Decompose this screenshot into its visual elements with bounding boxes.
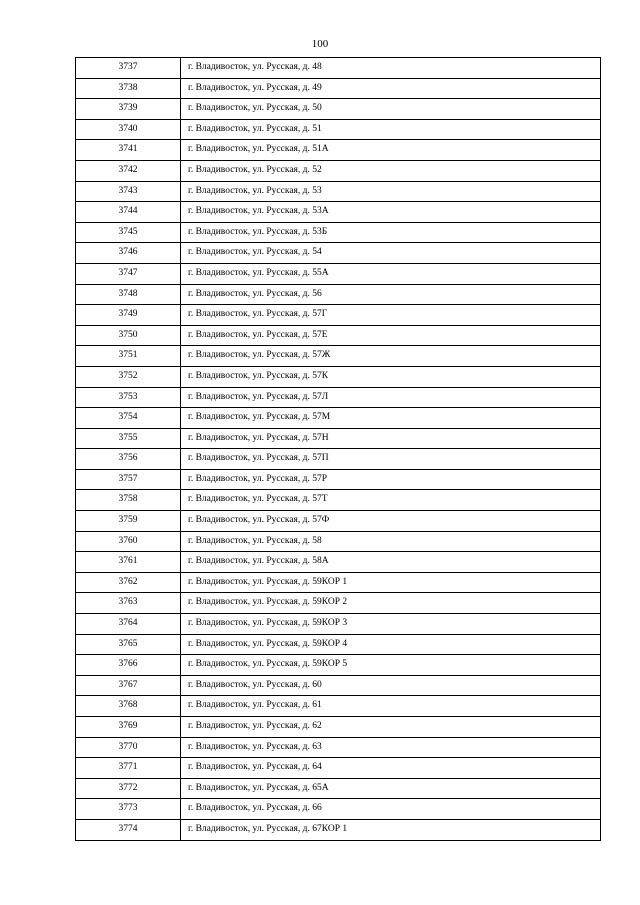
row-address: г. Владивосток, ул. Русская, д. 67КОР 1 xyxy=(181,819,601,840)
row-number: 3752 xyxy=(76,366,181,387)
row-number: 3764 xyxy=(76,614,181,635)
row-number: 3751 xyxy=(76,346,181,367)
row-address: г. Владивосток, ул. Русская, д. 60 xyxy=(181,675,601,696)
row-address: г. Владивосток, ул. Русская, д. 61 xyxy=(181,696,601,717)
row-number: 3740 xyxy=(76,119,181,140)
table-row xyxy=(76,737,601,758)
row-number: 3756 xyxy=(76,449,181,470)
row-number: 3772 xyxy=(76,778,181,799)
row-number: 3757 xyxy=(76,469,181,490)
row-number: 3774 xyxy=(76,819,181,840)
table-row xyxy=(76,490,601,511)
table-row xyxy=(76,552,601,573)
row-address: г. Владивосток, ул. Русская, д. 57Ф xyxy=(181,511,601,532)
row-number: 3763 xyxy=(76,593,181,614)
row-number: 3747 xyxy=(76,263,181,284)
table-row xyxy=(76,593,601,614)
row-number: 3761 xyxy=(76,552,181,573)
row-number: 3753 xyxy=(76,387,181,408)
table-row xyxy=(76,58,601,79)
table-row xyxy=(76,799,601,820)
row-address: г. Владивосток, ул. Русская, д. 57Т xyxy=(181,490,601,511)
table-row xyxy=(76,819,601,840)
address-table xyxy=(75,57,601,841)
row-address: г. Владивосток, ул. Русская, д. 57П xyxy=(181,449,601,470)
row-number: 3749 xyxy=(76,305,181,326)
table-row xyxy=(76,758,601,779)
table-row xyxy=(76,284,601,305)
row-number: 3738 xyxy=(76,78,181,99)
row-address: г. Владивосток, ул. Русская, д. 54 xyxy=(181,243,601,264)
row-address: г. Владивосток, ул. Русская, д. 55А xyxy=(181,263,601,284)
row-number: 3771 xyxy=(76,758,181,779)
row-number: 3750 xyxy=(76,325,181,346)
row-address: г. Владивосток, ул. Русская, д. 58 xyxy=(181,531,601,552)
table-row xyxy=(76,263,601,284)
row-number: 3743 xyxy=(76,181,181,202)
row-address: г. Владивосток, ул. Русская, д. 51 xyxy=(181,119,601,140)
table-row xyxy=(76,449,601,470)
row-address: г. Владивосток, ул. Русская, д. 57Е xyxy=(181,325,601,346)
row-address: г. Владивосток, ул. Русская, д. 57Г xyxy=(181,305,601,326)
table-row xyxy=(76,160,601,181)
row-number: 3762 xyxy=(76,572,181,593)
page-number: 100 xyxy=(311,38,329,50)
table-row xyxy=(76,202,601,223)
row-number: 3765 xyxy=(76,634,181,655)
row-address: г. Владивосток, ул. Русская, д. 48 xyxy=(181,58,601,79)
row-address: г. Владивосток, ул. Русская, д. 57Р xyxy=(181,469,601,490)
table-row xyxy=(76,572,601,593)
row-number: 3741 xyxy=(76,140,181,161)
row-number: 3768 xyxy=(76,696,181,717)
table-row xyxy=(76,675,601,696)
row-address: г. Владивосток, ул. Русская, д. 57К xyxy=(181,366,601,387)
row-address: г. Владивосток, ул. Русская, д. 57Ж xyxy=(181,346,601,367)
row-address: г. Владивосток, ул. Русская, д. 62 xyxy=(181,717,601,738)
table-row xyxy=(76,655,601,676)
row-address: г. Владивосток, ул. Русская, д. 59КОР 4 xyxy=(181,634,601,655)
row-address: г. Владивосток, ул. Русская, д. 57Н xyxy=(181,428,601,449)
row-address: г. Владивосток, ул. Русская, д. 58А xyxy=(181,552,601,573)
table-row xyxy=(76,408,601,429)
row-address: г. Владивосток, ул. Русская, д. 56 xyxy=(181,284,601,305)
table-row xyxy=(76,325,601,346)
row-number: 3759 xyxy=(76,511,181,532)
row-number: 3755 xyxy=(76,428,181,449)
row-address: г. Владивосток, ул. Русская, д. 59КОР 2 xyxy=(181,593,601,614)
table-row xyxy=(76,119,601,140)
table-row xyxy=(76,305,601,326)
table-row xyxy=(76,243,601,264)
row-number: 3769 xyxy=(76,717,181,738)
row-number: 3758 xyxy=(76,490,181,511)
table-row xyxy=(76,531,601,552)
table-row xyxy=(76,78,601,99)
row-number: 3773 xyxy=(76,799,181,820)
row-address: г. Владивосток, ул. Русская, д. 64 xyxy=(181,758,601,779)
address-table-body xyxy=(76,58,601,841)
row-address: г. Владивосток, ул. Русская, д. 57Л xyxy=(181,387,601,408)
row-number: 3760 xyxy=(76,531,181,552)
table-row xyxy=(76,181,601,202)
row-number: 3737 xyxy=(76,58,181,79)
table-row xyxy=(76,511,601,532)
row-address: г. Владивосток, ул. Русская, д. 51А xyxy=(181,140,601,161)
table-row xyxy=(76,614,601,635)
row-number: 3742 xyxy=(76,160,181,181)
row-address: г. Владивосток, ул. Русская, д. 59КОР 3 xyxy=(181,614,601,635)
table-row xyxy=(76,99,601,120)
row-address: г. Владивосток, ул. Русская, д. 52 xyxy=(181,160,601,181)
row-address: г. Владивосток, ул. Русская, д. 65А xyxy=(181,778,601,799)
row-address: г. Владивосток, ул. Русская, д. 53Б xyxy=(181,222,601,243)
row-number: 3748 xyxy=(76,284,181,305)
table-row xyxy=(76,346,601,367)
row-address: г. Владивосток, ул. Русская, д. 63 xyxy=(181,737,601,758)
row-number: 3746 xyxy=(76,243,181,264)
row-number: 3754 xyxy=(76,408,181,429)
table-row xyxy=(76,778,601,799)
row-address: г. Владивосток, ул. Русская, д. 53А xyxy=(181,202,601,223)
row-number: 3745 xyxy=(76,222,181,243)
row-address: г. Владивосток, ул. Русская, д. 59КОР 5 xyxy=(181,655,601,676)
table-row xyxy=(76,387,601,408)
row-address: г. Владивосток, ул. Русская, д. 49 xyxy=(181,78,601,99)
table-row xyxy=(76,140,601,161)
row-number: 3767 xyxy=(76,675,181,696)
row-address: г. Владивосток, ул. Русская, д. 59КОР 1 xyxy=(181,572,601,593)
table-row xyxy=(76,469,601,490)
row-address: г. Владивосток, ул. Русская, д. 50 xyxy=(181,99,601,120)
table-row xyxy=(76,428,601,449)
table-row xyxy=(76,222,601,243)
row-number: 3739 xyxy=(76,99,181,120)
table-row xyxy=(76,634,601,655)
row-number: 3744 xyxy=(76,202,181,223)
row-address: г. Владивосток, ул. Русская, д. 57М xyxy=(181,408,601,429)
table-row xyxy=(76,696,601,717)
row-number: 3770 xyxy=(76,737,181,758)
row-address: г. Владивосток, ул. Русская, д. 66 xyxy=(181,799,601,820)
row-address: г. Владивосток, ул. Русская, д. 53 xyxy=(181,181,601,202)
table-row xyxy=(76,366,601,387)
row-number: 3766 xyxy=(76,655,181,676)
table-row xyxy=(76,717,601,738)
